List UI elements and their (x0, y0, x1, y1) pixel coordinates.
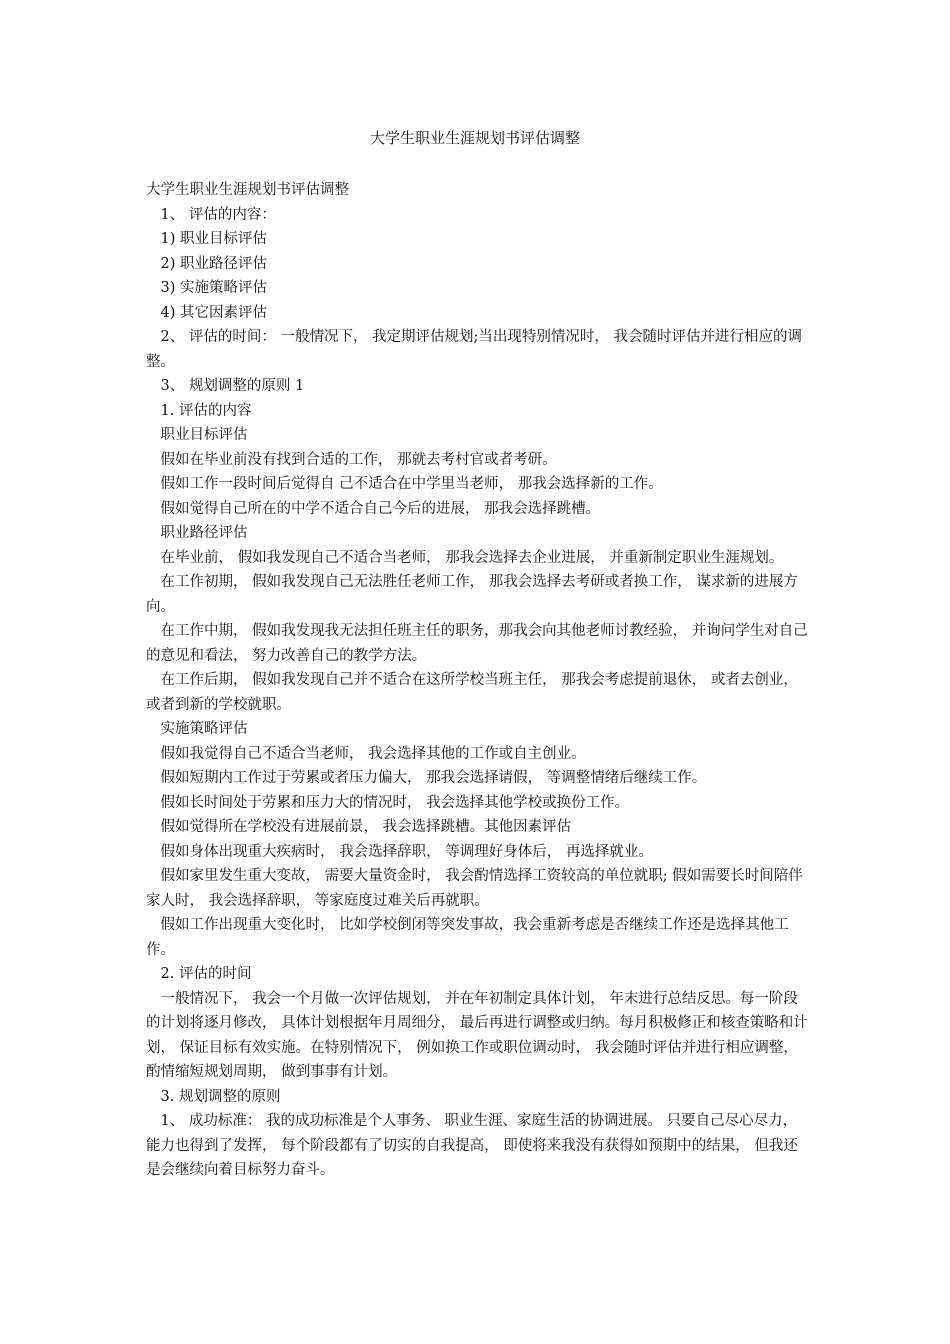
paragraph: 职业路径评估 (146, 525, 248, 541)
paragraph: 3、 规划调整的原则 1 (146, 378, 305, 394)
paragraph: 1. 评估的内容 (146, 402, 252, 419)
paragraph: 职业目标评估 (146, 427, 248, 443)
document-body (146, 178, 808, 1183)
paragraph: 假如觉得自己所在的中学不适合自己今后的进展， 那我会选择跳槽。 (146, 500, 601, 517)
paragraph: 假如短期内工作过于劳累或者压力偏大， 那我会选择请假， 等调整情绪后继续工作。 (146, 770, 707, 786)
page-title: 大学生职业生涯规划书评估调整 (369, 129, 580, 147)
paragraph: 假如长时间处于劳累和压力大的情况时， 我会选择其他学校或换份工作。 (146, 794, 630, 811)
paragraph: 假如我觉得自己不适合当老师， 我会选择其他的工作或自主创业。 (146, 745, 586, 762)
paragraph: 3) 实施策略评估 (146, 280, 267, 296)
paragraph: 1、 评估的内容： (146, 206, 276, 223)
paragraph: 假如工作出现重大变化时， 比如学校倒闭等突发事故，我会重新考虑是否继续工作还是选择其他工作。 (146, 917, 789, 958)
paragraph: 大学生职业生涯规划书评估调整 (146, 182, 349, 198)
paragraph: 在工作中期， 假如我发现我无法担任班主任的职务，那我会向其他老师讨教经验， 并询问学生对自己的意见和看法， 努力改善自己的教学方法。 (146, 623, 808, 664)
paragraph: 2) 职业路径评估 (146, 255, 267, 272)
paragraph: 假如觉得所在学校没有进展前景， 我会选择跳槽。其他因素评估 (146, 819, 572, 835)
paragraph: 假如家里发生重大变故， 需要大量资金时， 我会酌情选择工资较高的单位就职; 假如需要长时间陪伴家人时， 我会选择辞职， 等家庭度过难关后再就职。 (146, 868, 803, 909)
paragraph: 实施策略评估 (146, 721, 248, 737)
paragraph: 假如工作一段时间后觉得自 己不适合在中学里当老师， 那我会选择新的工作。 (146, 476, 663, 492)
paragraph: 1、 成功标准： 我的成功标准是个人事务、 职业生涯、家庭生活的协调进展。 只要自己尽心尽力， 能力也得到了发挥， 每个阶段都有了切实的自我提高， 即使将来我没有获得如预期中的结果， 但我还是会继续向着目标努力奋斗。 (146, 1113, 798, 1178)
paragraph: 1) 职业目标评估 (146, 231, 267, 247)
paragraph: 4) 其它因素评估 (146, 304, 267, 321)
paragraph: 在工作后期， 假如我发现自己并不适合在这所学校当班主任， 那我会考虑提前退休， 或者去创业， 或者到新的学校就职。 (146, 672, 798, 713)
paragraph: 2. 评估的时间 (146, 966, 252, 982)
paragraph: 3. 规划调整的原则 (146, 1088, 281, 1105)
paragraph: 假如在毕业前没有找到合适的工作， 那就去考村官或者考研。 (146, 451, 557, 468)
paragraph: 假如身体出现重大疾病时， 我会选择辞职， 等调理好身体后， 再选择就业。 (146, 843, 653, 860)
paragraph: 2、 评估的时间： 一般情况下， 我定期评估规划;当出现特别情况时， 我会随时评估并进行相应的调整。 (146, 329, 803, 370)
paragraph: 在工作初期， 假如我发现自己无法胜任老师工作， 那我会选择去考研或者换工作， 谋求新的进展方向。 (146, 574, 798, 615)
paragraph: 在毕业前， 假如我发现自己不适合当老师， 那我会选择去企业进展， 并重新制定职业生涯规划。 (146, 549, 784, 566)
paragraph: 一般情况下， 我会一个月做一次评估规划， 并在年初制定具体计划， 年末进行总结反思。每一阶段的计划将逐月修改， 具体计划根据年月周细分， 最后再进行调整或归纳。每月积极修正和核查策略和计划， 保证目标有效实施。在特别情况下， 例如换工作或职位调动时， 我会随时评估并进行相应调整， 酌情缩短规划周期， 做到事事有计划。 (146, 990, 808, 1080)
